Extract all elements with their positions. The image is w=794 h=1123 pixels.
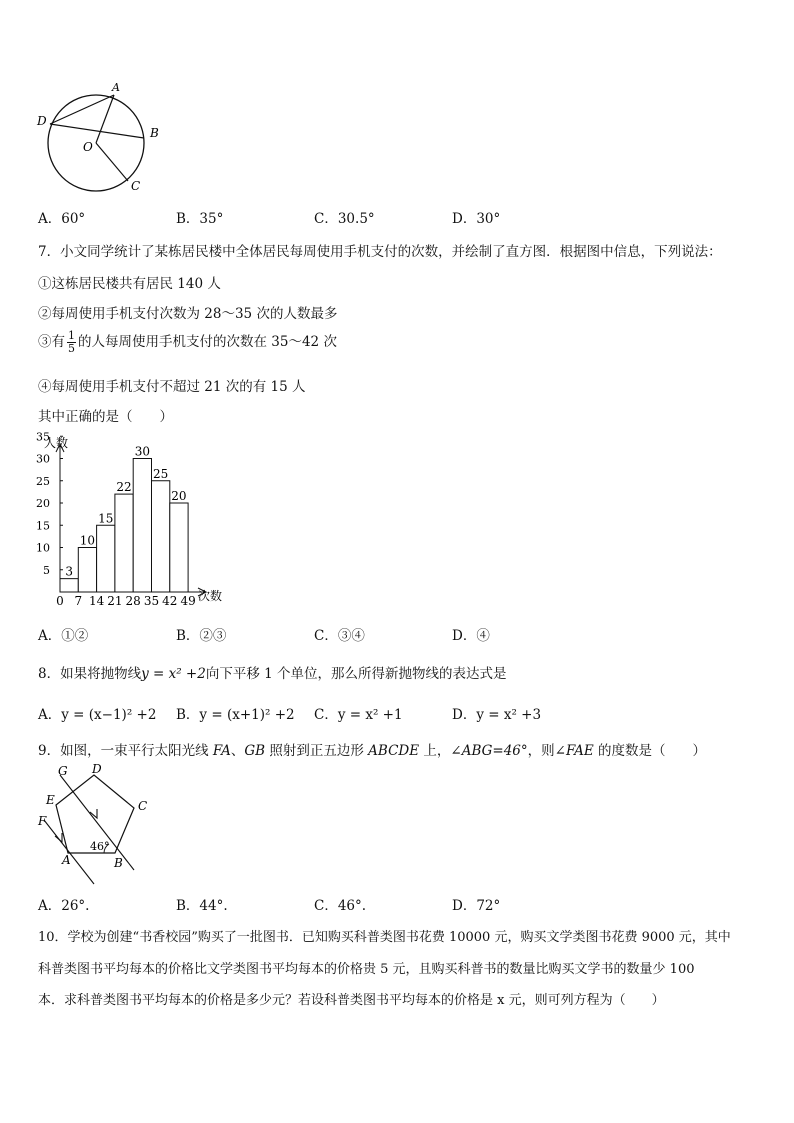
label-d: D	[37, 114, 47, 128]
label-c: C	[138, 799, 148, 813]
y-axis-label: 人数	[44, 436, 69, 450]
q9-stem: 9．如图，一束平行太阳光线 FA、GB 照射到正五边形 ABCDE 上，∠ABG=46°，则∠FAE 的度数是（ ）	[38, 743, 707, 759]
label-b: B	[150, 126, 159, 140]
label-c: C	[131, 179, 141, 193]
q6-option-d[interactable]: D．30°	[452, 211, 501, 227]
y-tick-label: 25	[36, 474, 50, 488]
arrow-on-fa	[55, 833, 62, 842]
q8-stem: 8．如果将抛物线y = x² +2向下平移 1 个单位，那么所得新抛物线的表达式是	[38, 666, 507, 682]
q10-line-1: 10．学校为创建“书香校园”购买了一批图书．已知购买科普类图书花费 10000 元，购买文学类图书花费 9000 元，其中	[38, 930, 731, 945]
x-tick-label: 28	[125, 594, 141, 608]
histogram-bar	[152, 481, 170, 592]
x-tick-label: 7	[74, 594, 83, 608]
histogram-bar	[170, 503, 188, 592]
q8-option-b[interactable]: B．y = (x+1)² +2	[176, 707, 295, 723]
label-d: D	[92, 762, 102, 776]
q9-option-c[interactable]: C．46°.	[314, 898, 367, 914]
x-tick-label: 42	[162, 594, 178, 608]
q7-option-c[interactable]: C．③④	[314, 628, 365, 644]
histogram-bar	[78, 548, 96, 593]
angle-label: 46°	[90, 840, 110, 853]
q7-histogram	[30, 432, 240, 610]
q7-statement-1: ①这栋居民楼共有居民 140 人	[38, 276, 221, 292]
ray-ga	[60, 775, 134, 870]
q7-option-a[interactable]: A．①②	[38, 628, 89, 644]
q7-ask: 其中正确的是（ ）	[38, 409, 173, 425]
ray-fa	[44, 820, 94, 884]
q7-statement-4: ④每周使用手机支付不超过 21 次的有 15 人	[38, 379, 306, 395]
bar-value-label: 30	[134, 444, 150, 459]
bar-value-label: 15	[98, 511, 114, 526]
q6-circle-figure	[34, 78, 164, 196]
label-e: E	[46, 793, 55, 807]
y-tick-label: 5	[43, 563, 50, 577]
chord-db	[50, 124, 144, 138]
radius-oc	[96, 143, 128, 181]
q9-option-b[interactable]: B．44°.	[176, 898, 228, 914]
label-a: A	[112, 81, 120, 94]
histogram-bar	[60, 579, 78, 592]
x-tick-label: 0	[56, 594, 64, 608]
x-tick-label: 14	[88, 594, 105, 608]
q6-option-b[interactable]: B．35°	[176, 211, 224, 227]
q6-option-c[interactable]: C．30.5°	[314, 211, 375, 227]
q8-equation: y = x² +2	[141, 666, 206, 682]
q7-option-b[interactable]: B．②③	[176, 628, 227, 644]
bar-value-label: 10	[79, 533, 96, 548]
q6-option-a[interactable]: A．60°	[38, 211, 86, 227]
label-o: O	[83, 140, 93, 154]
y-tick-label: 20	[36, 497, 50, 510]
q9-option-d[interactable]: D．72°	[452, 898, 501, 914]
bar-value-label: 22	[116, 480, 132, 495]
q7-statement-3: ③有 $\frac{1}{5}$ 的人每周使用手机支付的次数在 35～42 次	[38, 329, 337, 355]
y-tick-label: 10	[36, 541, 50, 555]
x-tick-label: 35	[143, 594, 160, 608]
label-g: G	[58, 764, 68, 778]
y-tick-label: 35	[36, 432, 50, 444]
q7-statement-2: ②每周使用手机支付次数为 28～35 次的人数最多	[38, 306, 338, 322]
histogram-bar	[115, 494, 133, 592]
y-tick-label: 30	[36, 452, 50, 466]
label-a: A	[62, 853, 71, 867]
q10-line-2: 科普类图书平均每本的价格比文学类图书平均每本的价格贵 5 元，且购买科普书的数量比购买文学书的数量少 100	[38, 962, 695, 977]
q7-stem: 7．小文同学统计了某栋居民楼中全体居民每周使用手机支付的次数，并绘制了直方图．根据图中信息，下列说法：	[38, 244, 722, 260]
q8-option-c[interactable]: C．y = x² +1	[314, 707, 403, 723]
x-axis-label: 次数	[198, 589, 223, 603]
x-tick-label: 49	[180, 594, 196, 608]
bar-value-label: 20	[171, 489, 187, 503]
q10-line-3: 本．求科普类图书平均每本的价格是多少元？若设科普类图书平均每本的价格是 x 元，则可列方程为（ ）	[38, 993, 665, 1008]
q8-option-a[interactable]: A．y = (x−1)² +2	[38, 707, 157, 723]
q9-pentagon-figure	[34, 760, 164, 885]
label-f: F	[38, 814, 47, 828]
histogram-bar	[97, 525, 115, 592]
q8-option-d[interactable]: D．y = x² +3	[452, 707, 542, 723]
bar-value-label: 3	[65, 564, 73, 579]
bar-value-label: 25	[153, 466, 169, 481]
arrow-on-gb	[90, 809, 97, 818]
y-tick-label: 15	[36, 519, 50, 533]
fraction-one-fifth: $\frac{1}{5}$	[68, 329, 75, 355]
label-b: B	[114, 856, 123, 870]
q7-option-d[interactable]: D．④	[452, 628, 490, 644]
histogram-bar	[133, 459, 151, 593]
x-tick-label: 21	[107, 594, 123, 608]
q9-option-a[interactable]: A．26°.	[38, 898, 90, 914]
